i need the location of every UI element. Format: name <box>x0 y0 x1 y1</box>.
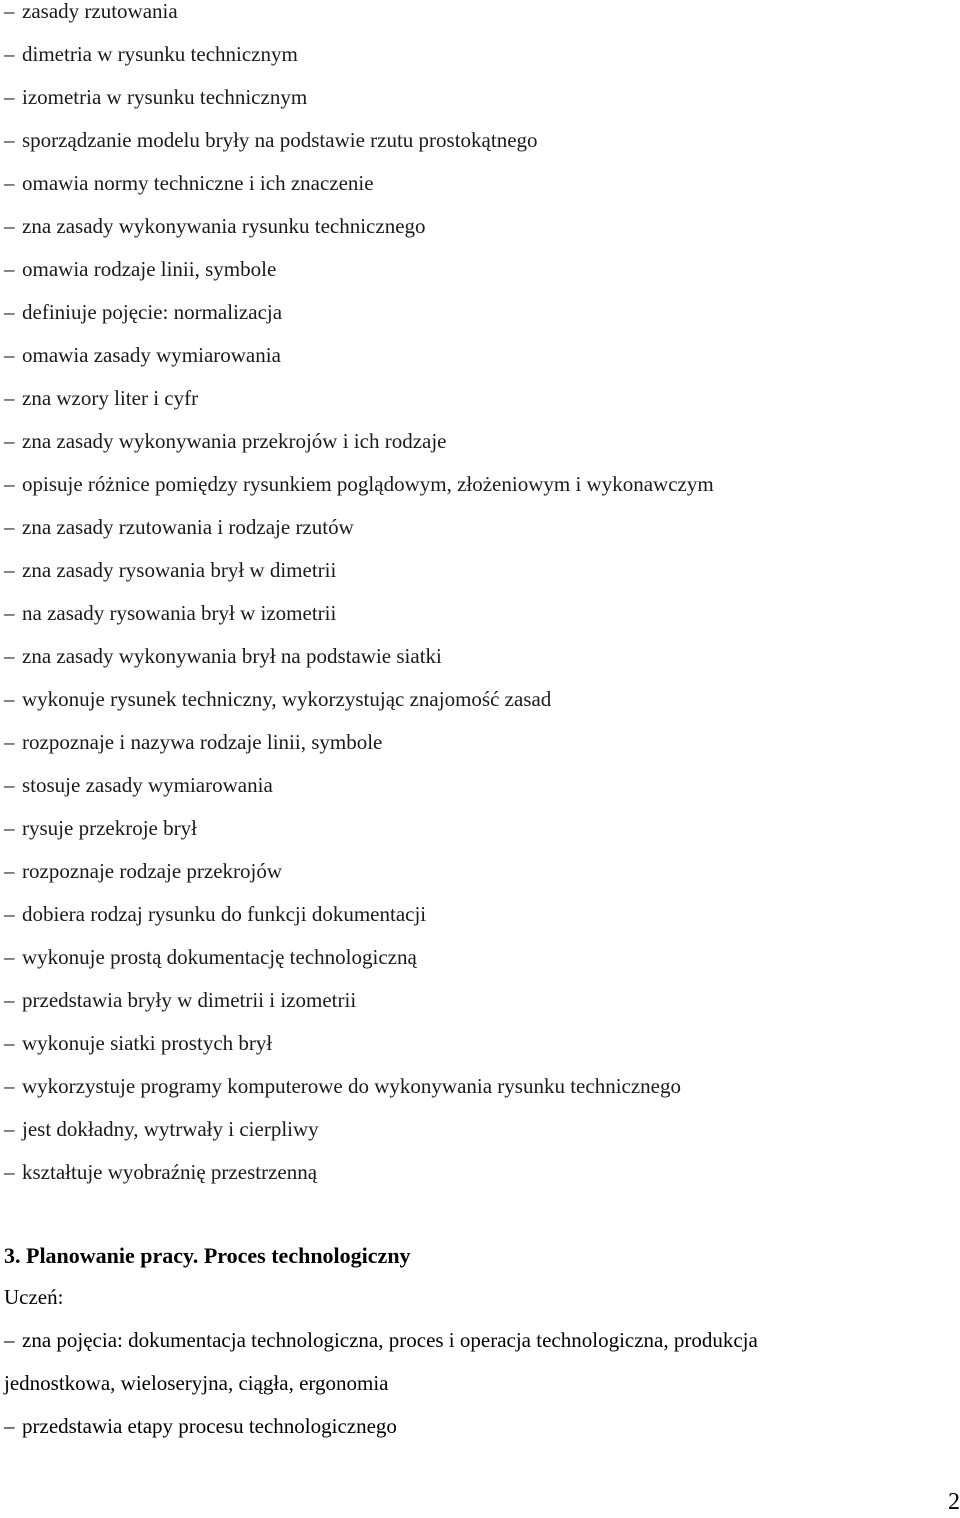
dash: – <box>4 1117 15 1141</box>
dash: – <box>4 1074 15 1098</box>
list-item <box>4 1026 714 1069</box>
list-item-text: rysuje przekroje brył <box>22 816 197 840</box>
list-item-text: zna zasady wykonywania brył na podstawie siatki <box>22 644 442 668</box>
list-item <box>4 768 714 811</box>
list-item <box>4 166 714 209</box>
dash: – <box>4 214 15 238</box>
dash: – <box>4 1328 15 1352</box>
list-item-text: jest dokładny, wytrwały i cierpliwy <box>22 1117 319 1141</box>
list-item-text: izometria w rysunku technicznym <box>22 85 308 109</box>
list-item-text: sporządzanie modelu bryły na podstawie rzutu prostokątnego <box>22 128 538 152</box>
list-item-text: kształtuje wyobraźnię przestrzenną <box>22 1160 318 1184</box>
list-item <box>4 1155 714 1198</box>
list-item <box>4 553 714 596</box>
list-item <box>4 295 714 338</box>
dash: – <box>4 1414 15 1438</box>
list-item <box>4 467 714 510</box>
list-item-text: wykorzystuje programy komputerowe do wykonywania rysunku technicznego <box>22 1074 681 1098</box>
list-item <box>4 940 714 983</box>
list-item-text: zna zasady rysowania brył w dimetrii <box>22 558 337 582</box>
list-item <box>4 1112 714 1155</box>
learning-outcomes-list <box>4 0 714 1198</box>
dash: – <box>4 1031 15 1055</box>
list-item <box>4 510 714 553</box>
dash: – <box>4 558 15 582</box>
list-item-text: dobiera rodzaj rysunku do funkcji dokumentacji <box>22 902 427 926</box>
page-number: 2 <box>948 1489 960 1515</box>
list-item-text: dimetria w rysunku technicznym <box>22 42 298 66</box>
dash: – <box>4 85 15 109</box>
list-item <box>4 381 714 424</box>
list-item <box>4 682 714 725</box>
dash: – <box>4 257 15 281</box>
dash: – <box>4 0 15 23</box>
dash: – <box>4 988 15 1012</box>
list-item-text: omawia normy techniczne i ich znaczenie <box>22 171 374 195</box>
list-item-text: przedstawia bryły w dimetrii i izometrii <box>22 988 357 1012</box>
dash: – <box>4 644 15 668</box>
list-item-text: rozpoznaje rodzaje przekrojów <box>22 859 283 883</box>
list-item-text: wykonuje prostą dokumentację technologiczną <box>22 945 417 969</box>
dash: – <box>4 343 15 367</box>
dash: – <box>4 902 15 926</box>
list-item-text: rozpoznaje i nazywa rodzaje linii, symbole <box>22 730 383 754</box>
list-item <box>4 1069 714 1112</box>
list-item-text: zna zasady rzutowania i rodzaje rzutów <box>22 515 354 539</box>
section-title: 3. Planowanie pracy. Proces technologiczny <box>4 1243 411 1268</box>
dash: – <box>4 515 15 539</box>
list-item-text: przedstawia etapy procesu technologicznego <box>22 1414 397 1438</box>
dash: – <box>4 300 15 324</box>
list-item <box>4 123 714 166</box>
dash: – <box>4 472 15 496</box>
list-item-text: wykonuje rysunek techniczny, wykorzystując znajomość zasad <box>22 687 552 711</box>
list-item-text: wykonuje siatki prostych brył <box>22 1031 273 1055</box>
list-item <box>4 725 714 768</box>
list-item-text: zna zasady wykonywania rysunku technicznego <box>22 214 426 238</box>
section-list <box>4 1319 944 1448</box>
list-item-text: opisuje różnice pomiędzy rysunkiem poglądowym, złożeniowym i wykonawczym <box>22 472 714 496</box>
list-item-text: omawia zasady wymiarowania <box>22 343 281 367</box>
list-item-text: na zasady rysowania brył w izometrii <box>22 601 337 625</box>
list-item-text: zasady rzutowania <box>22 0 178 23</box>
dash: – <box>4 859 15 883</box>
list-item <box>4 424 714 467</box>
dash: – <box>4 945 15 969</box>
dash: – <box>4 773 15 797</box>
dash: – <box>4 429 15 453</box>
dash: – <box>4 42 15 66</box>
dash: – <box>4 730 15 754</box>
section-subtitle: Uczeń: <box>4 1285 64 1309</box>
list-item-text: stosuje zasady wymiarowania <box>22 773 273 797</box>
list-item-continuation: jednostkowa, wieloseryjna, ciągła, ergonomia <box>4 1371 389 1395</box>
list-item <box>4 1319 944 1362</box>
dash: – <box>4 1160 15 1184</box>
list-item <box>4 983 714 1026</box>
list-item <box>4 811 714 854</box>
list-item <box>4 0 714 37</box>
list-item <box>4 338 714 381</box>
list-item <box>4 639 714 682</box>
list-item-text: omawia rodzaje linii, symbole <box>22 257 277 281</box>
dash: – <box>4 171 15 195</box>
list-item <box>4 596 714 639</box>
list-item-text: definiuje pojęcie: normalizacja <box>22 300 283 324</box>
dash: – <box>4 816 15 840</box>
list-item <box>4 252 714 295</box>
list-item <box>4 897 714 940</box>
list-item <box>4 854 714 897</box>
section-planning <box>4 1236 944 1448</box>
list-item <box>4 1405 944 1448</box>
dash: – <box>4 687 15 711</box>
list-item <box>4 37 714 80</box>
list-item <box>4 209 714 252</box>
dash: – <box>4 386 15 410</box>
list-item-text: zna zasady wykonywania przekrojów i ich rodzaje <box>22 429 447 453</box>
list-item-text: zna wzory liter i cyfr <box>22 386 199 410</box>
list-item <box>4 80 714 123</box>
list-item-text: zna pojęcia: dokumentacja technologiczna, proces i operacja technologiczna, produkcja <box>22 1328 758 1352</box>
dash: – <box>4 128 15 152</box>
dash: – <box>4 601 15 625</box>
